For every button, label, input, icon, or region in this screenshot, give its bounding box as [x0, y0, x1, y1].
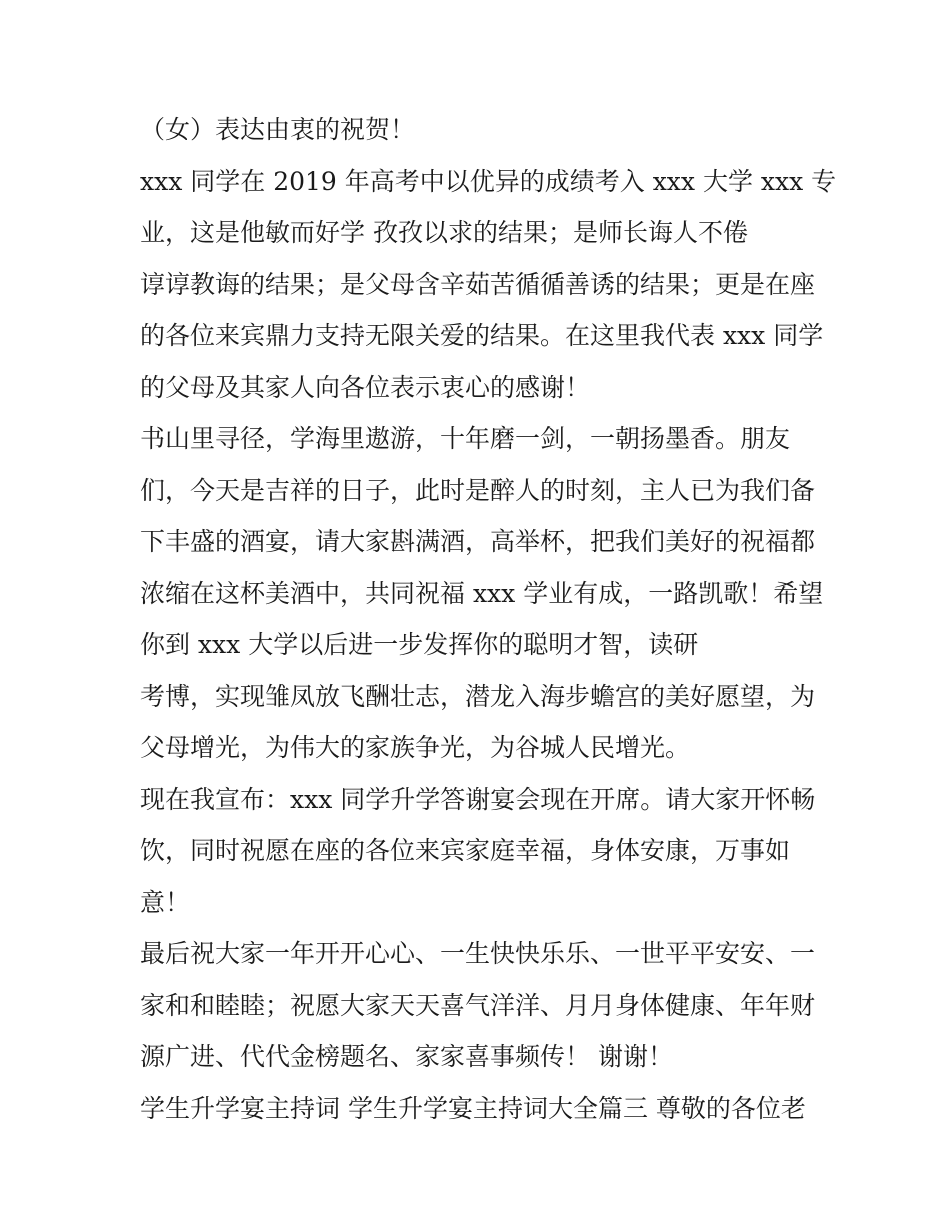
text-line: 业，这是他敏而好学 孜孜以求的结果；是师长诲人不倦 [140, 218, 748, 247]
text-line: 浓缩在这杯美酒中，共同祝福 xxx 学业有成，一路凯歌！希望 [140, 578, 824, 608]
text-line: 饮，同时祝愿在座的各位来宾家庭幸福，身体安康，万事如 [140, 836, 791, 865]
text-line: 意！ [140, 887, 191, 917]
text-line: 书山里寻径，学海里遨游，十年磨一剑，一朝扬墨香。朋友 [140, 424, 791, 453]
body-text [140, 104, 840, 1134]
text-line: 现在我宣布：xxx 同学升学答谢宴会现在开席。请大家开怀畅 [140, 784, 816, 814]
text-line: 谆谆教诲的结果；是父母含辛茹苦循循善诱的结果；更是在座 [140, 269, 816, 299]
text-line: 家和和睦睦；祝愿大家天天喜气洋洋、月月身体健康、年年财 [140, 990, 816, 1020]
text-line: 的父母及其家人向各位表示衷心的感谢！ [140, 372, 591, 402]
text-line: 考博，实现雏凤放飞酬壮志，潜龙入海步蟾宫的美好愿望，为 [140, 681, 816, 711]
text-line: 下丰盛的酒宴，请大家斟满酒，高举杯，把我们美好的祝福都 [140, 527, 816, 556]
text-line: 最后祝大家一年开开心心、一生快快乐乐、一世平平安安、一 [140, 939, 816, 968]
text-line: 源广进、代代金榜题名、家家喜事频传！ 谢谢！ [140, 1042, 673, 1071]
text-line: 们，今天是吉祥的日子，此时是醉人的时刻，主人已为我们备 [140, 475, 816, 505]
text-line: 父母增光，为伟大的家族争光，为谷城人民增光。 [140, 733, 691, 762]
text-line: 你到 xxx 大学以后进一步发挥你的聪明才智，读研 [140, 630, 699, 659]
text-line: xxx 同学在 2019 年高考中以优异的成绩考入 xxx 大学 xxx 专 [140, 166, 837, 196]
text-line: 的各位来宾鼎力支持无限关爱的结果。在这里我代表 xxx 同学 [140, 321, 824, 350]
text-line: 学生升学宴主持词 学生升学宴主持词大全篇三 尊敬的各位老 [140, 1093, 806, 1123]
text-line: （女）表达由衷的祝贺！ [140, 115, 416, 144]
